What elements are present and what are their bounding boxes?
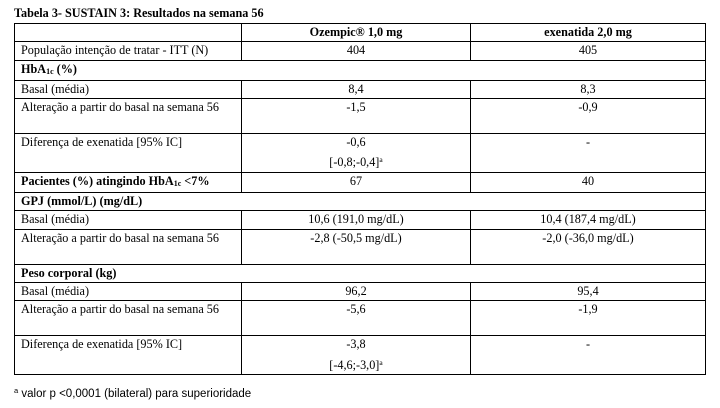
cell-value: -1,5 [242, 99, 471, 134]
header-row [15, 24, 706, 42]
table-row [15, 80, 706, 98]
table-row [15, 42, 706, 60]
section-row-weight [15, 264, 706, 282]
cell-value: -1,9 [471, 301, 706, 336]
cell-value: 8,3 [471, 80, 706, 98]
header-exenatida: exenatida 2,0 mg [471, 24, 706, 42]
cell-value: - [471, 134, 706, 173]
table-caption: Tabela 3- SUSTAIN 3: Resultados na semana 56 [14, 6, 264, 20]
table-row [15, 134, 706, 173]
table-row [15, 229, 706, 264]
section-row-hba1c [15, 60, 706, 80]
section-title: Peso corporal (kg) [15, 264, 706, 282]
footnote [14, 386, 251, 400]
cell-value: 40 [471, 172, 706, 192]
cell-value: 95,4 [471, 282, 706, 300]
section-row-gpj [15, 193, 706, 211]
cell-value: 405 [471, 42, 706, 60]
cell-value: -0,9 [471, 99, 706, 134]
table-row [15, 282, 706, 300]
cell-value: 404 [242, 42, 471, 60]
row-label: Basal (média) [15, 80, 242, 98]
results-table [14, 23, 706, 375]
footnote-text: valor p <0,0001 (bilateral) para superioridade [18, 388, 252, 400]
row-label: Alteração a partir do basal na semana 56 [15, 99, 242, 134]
row-label: Basal (média) [15, 282, 242, 300]
row-label: Basal (média) [15, 211, 242, 229]
cell-value: 10,6 (191,0 mg/dL) [242, 211, 471, 229]
row-label: Pacientes (%) atingindo HbA$_{1c}$ <7% [15, 172, 242, 192]
cell-value: -5,6 [242, 301, 471, 336]
header-ozempic: Ozempic® 1,0 mg [242, 24, 471, 42]
table-row [15, 172, 706, 192]
cell-value: -3,8 [-4,6;-3,0]$^a$ [242, 336, 471, 375]
header-empty-cell [15, 24, 242, 42]
row-label: Alteração a partir do basal na semana 56 [15, 301, 242, 336]
cell-value: - [471, 336, 706, 375]
row-label: Alteração a partir do basal na semana 56 [15, 229, 242, 264]
cell-value: -2,0 (-36,0 mg/dL) [471, 229, 706, 264]
cell-value: 67 [242, 172, 471, 192]
table-row [15, 301, 706, 336]
table-row [15, 99, 706, 134]
table-row [15, 211, 706, 229]
row-label: Diferença de exenatida [95% IC] [15, 134, 242, 173]
row-label: População intenção de tratar - ITT (N) [15, 42, 242, 60]
table-row [15, 336, 706, 375]
footnote-marker: a [14, 386, 19, 395]
section-title: GPJ (mmol/L) (mg/dL) [15, 193, 706, 211]
row-label: Diferença de exenatida [95% IC] [15, 336, 242, 375]
cell-value: 96,2 [242, 282, 471, 300]
section-title: HbA$_{1c}$ (%) [15, 60, 706, 80]
cell-value: 10,4 (187,4 mg/dL) [471, 211, 706, 229]
cell-value: -2,8 (-50,5 mg/dL) [242, 229, 471, 264]
cell-value: 8,4 [242, 80, 471, 98]
cell-value: -0,6 [-0,8;-0,4]$^a$ [242, 134, 471, 173]
